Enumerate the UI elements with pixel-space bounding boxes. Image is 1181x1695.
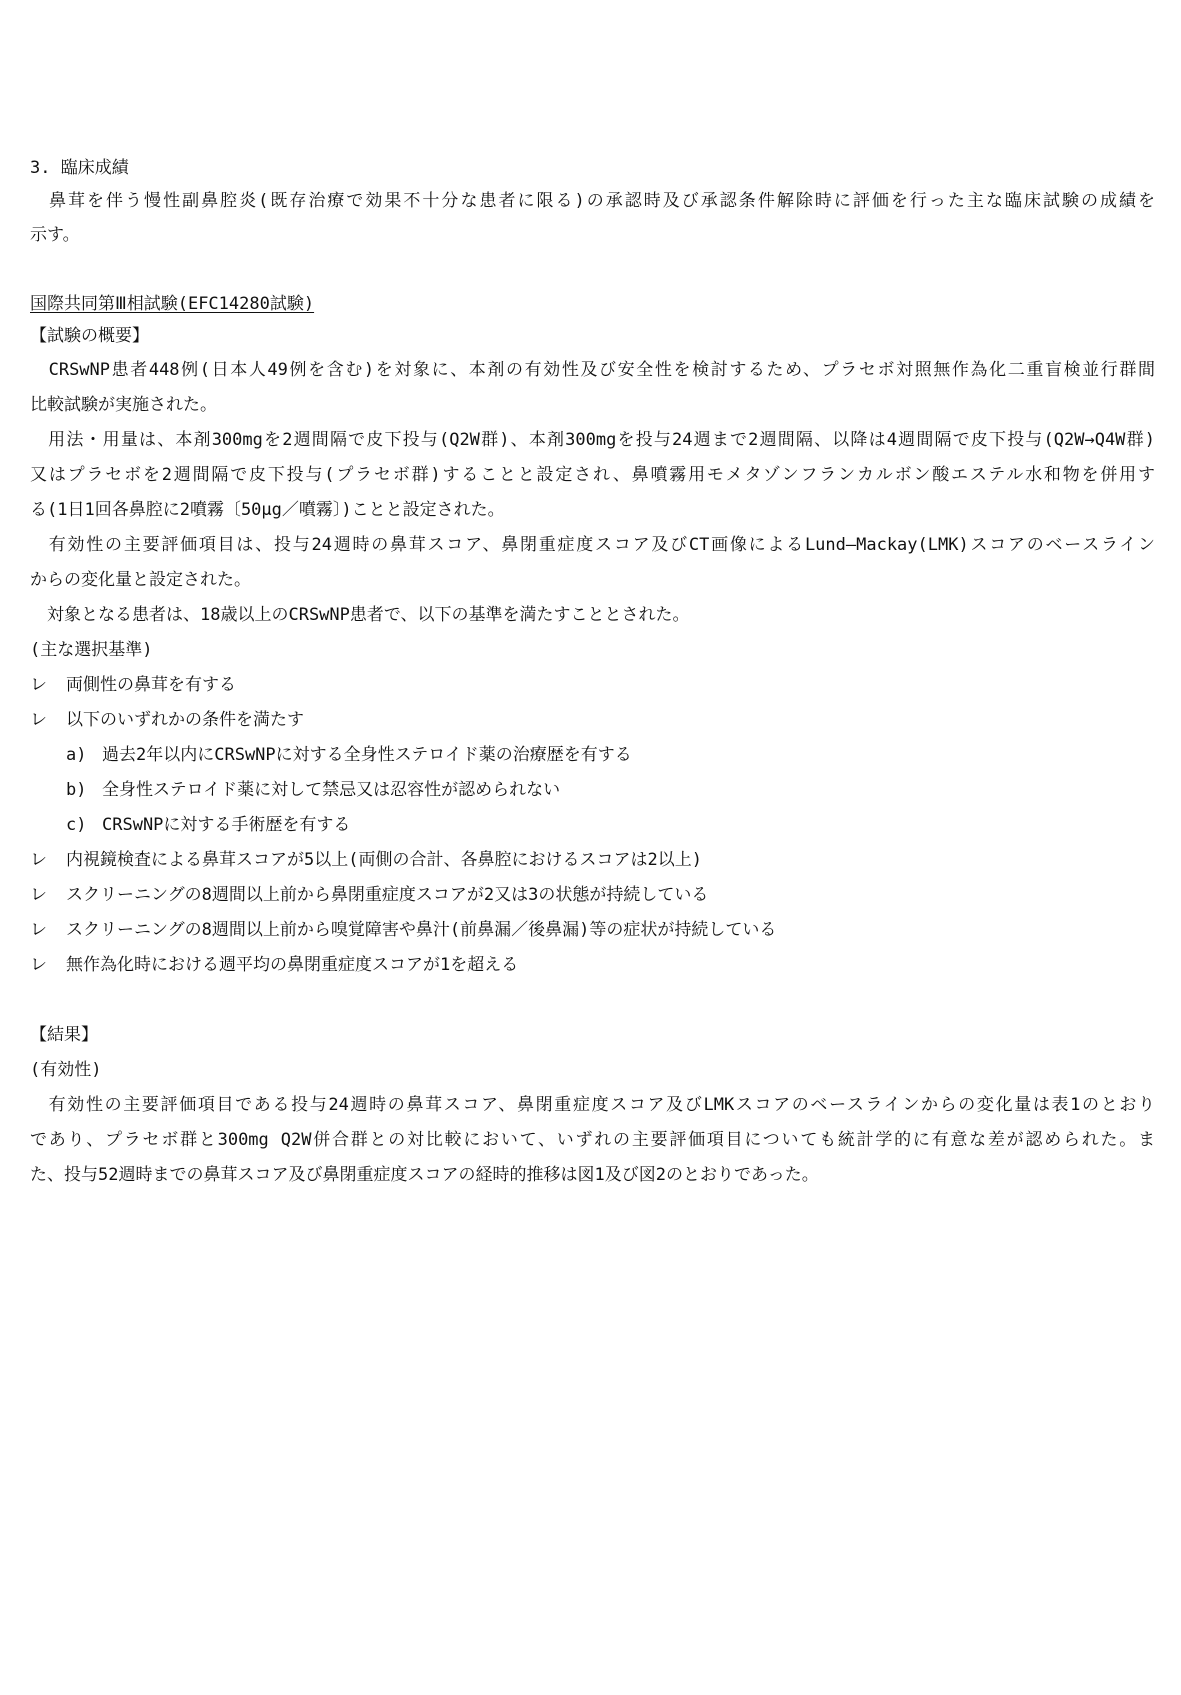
overview-p1-line-1: CRSwNP患者448例(日本人49例を含む)を対象に、本剤の有効性及び安全性を検討するため、プラセボ対照無作為化二重盲検並行群間 <box>30 360 1155 380</box>
check-mark: レ <box>30 850 47 870</box>
criteria-sub-item <box>66 815 1181 835</box>
check-mark: レ <box>30 955 47 975</box>
sub-item-text: 全身性ステロイド薬に対して禁忌又は忍容性が認められない <box>102 780 561 800</box>
criteria-item <box>30 920 1155 940</box>
criteria-sub-item <box>66 745 1181 765</box>
overview-heading: 【試験の概要】 <box>30 326 149 346</box>
results-line-3: た、投与52週時までの鼻茸スコア及び鼻閉重症度スコアの経時的推移は図1及び図2のとおりであった。 <box>30 1165 819 1185</box>
intro-line-1: 鼻茸を伴う慢性副鼻腔炎(既存治療で効果不十分な患者に限る)の承認時及び承認条件解除時に評価を行った主な臨床試験の成績を <box>30 191 1155 211</box>
criteria-sub-item <box>66 780 1181 800</box>
overview-p2-line-1: 用法・用量は、本剤300mgを2週間隔で皮下投与(Q2W群)、本剤300mgを投与24週まで2週間隔、以降は4週間隔で皮下投与(Q2W→Q4W群) <box>30 430 1155 450</box>
criteria-item-text: 両側性の鼻茸を有する <box>66 675 236 695</box>
criteria-item-text: スクリーニングの8週間以上前から嗅覚障害や鼻汁(前鼻漏／後鼻漏)等の症状が持続している <box>66 920 777 940</box>
criteria-item-text: 内視鏡検査による鼻茸スコアが5以上(両側の合計、各鼻腔におけるスコアは2以上) <box>66 850 702 870</box>
criteria-item <box>30 675 1155 695</box>
overview-p1-line-2: 比較試験が実施された。 <box>30 395 217 415</box>
criteria-item <box>30 850 1155 870</box>
check-mark: レ <box>30 675 47 695</box>
check-mark: レ <box>30 920 47 940</box>
sub-item-text: 過去2年以内にCRSwNPに対する全身性ステロイド薬の治療歴を有する <box>102 745 632 765</box>
sub-item-label: a) <box>66 745 87 765</box>
overview-p4-line-1: 対象となる患者は、18歳以上のCRSwNP患者で、以下の基準を満たすこととされた。 <box>30 605 690 625</box>
criteria-item-text: スクリーニングの8週間以上前から鼻閉重症度スコアが2又は3の状態が持続している <box>66 885 709 905</box>
efficacy-heading: (有効性) <box>30 1060 102 1080</box>
results-line-1: 有効性の主要評価項目である投与24週時の鼻茸スコア、鼻閉重症度スコア及びLMKスコアのベースラインからの変化量は表1のとおり <box>30 1095 1155 1115</box>
overview-p3-line-1: 有効性の主要評価項目は、投与24週時の鼻茸スコア、鼻閉重症度スコア及びCT画像によるLund—Mackay(LMK)スコアのベースライン <box>30 535 1155 555</box>
check-mark: レ <box>30 710 47 730</box>
section-heading: 3. 臨床成績 <box>30 158 129 178</box>
criteria-item-text: 以下のいずれかの条件を満たす <box>66 710 304 730</box>
study-title: 国際共同第Ⅲ相試験(EFC14280試験) <box>30 294 315 314</box>
check-mark: レ <box>30 885 47 905</box>
overview-p3-line-2: からの変化量と設定された。 <box>30 570 251 590</box>
results-heading: 【結果】 <box>30 1025 98 1045</box>
criteria-heading: (主な選択基準) <box>30 640 153 660</box>
sub-item-text: CRSwNPに対する手術歴を有する <box>102 815 351 835</box>
criteria-item-text: 無作為化時における週平均の鼻閉重症度スコアが1を超える <box>66 955 519 975</box>
sub-item-label: c) <box>66 815 87 835</box>
overview-p2-line-2: 又はプラセボを2週間隔で皮下投与(プラセボ群)することと設定され、鼻噴霧用モメタゾンフランカルボン酸エステル水和物を併用す <box>30 465 1155 485</box>
criteria-item <box>30 885 1155 905</box>
criteria-item <box>30 710 1155 730</box>
results-line-2: であり、プラセボ群と300mg Q2W併合群との対比較において、いずれの主要評価項目についても統計学的に有意な差が認められた。ま <box>30 1130 1155 1150</box>
criteria-item <box>30 955 1155 975</box>
overview-p2-line-3: る(1日1回各鼻腔に2噴霧〔50μg／噴霧〕)ことと設定された。 <box>30 500 505 520</box>
intro-line-2: 示す。 <box>30 225 80 245</box>
sub-item-label: b) <box>66 780 87 800</box>
